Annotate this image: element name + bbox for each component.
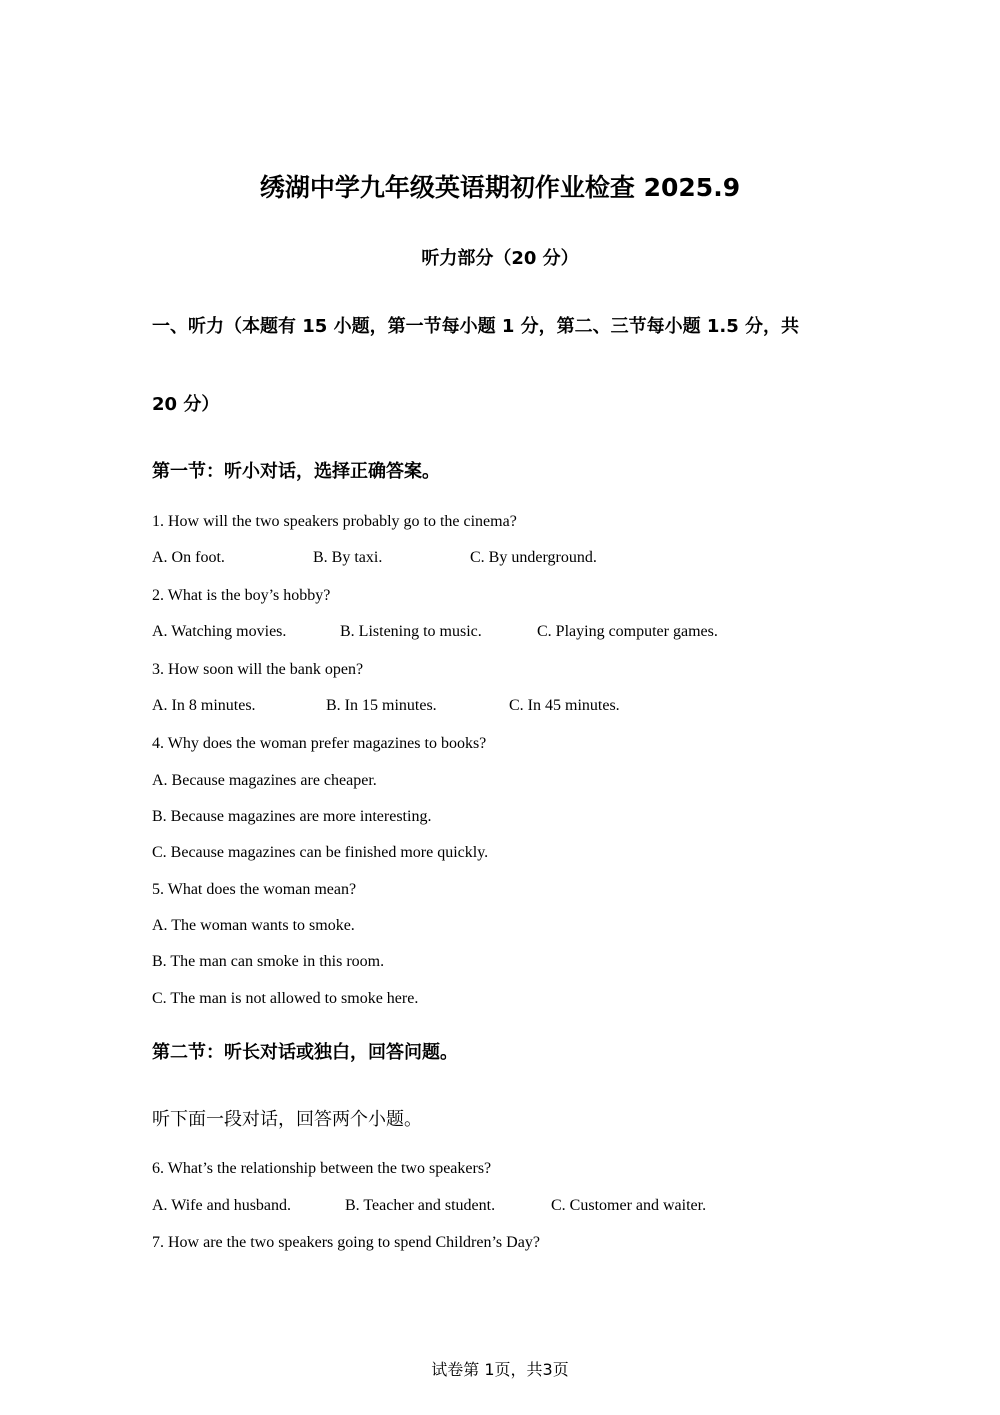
- question-7: 7. How are the two speakers going to spend Children’s Day?: [152, 1234, 540, 1251]
- question-3: 3. How soon will the bank open?: [152, 661, 364, 678]
- q3-option-b: B. In 15 minutes.: [326, 697, 437, 714]
- q1-option-c: C. By underground.: [470, 549, 597, 566]
- question-1: 1. How will the two speakers probably go to the cinema?: [152, 513, 517, 530]
- q6-option-a: A. Wife and husband.: [152, 1197, 292, 1214]
- q4-option-c: C. Because magazines can be finished more quickly.: [152, 844, 489, 861]
- part2-instruction: 听下面一段对话，回答两个小题。: [152, 1109, 422, 1130]
- part1-heading: 第一节：听小对话，选择正确答案。: [152, 461, 440, 482]
- part2-heading: 第二节：听长对话或独白，回答问题。: [152, 1042, 458, 1063]
- q3-option-c: C. In 45 minutes.: [509, 697, 620, 714]
- q4-option-b: B. Because magazines are more interesting.: [152, 808, 432, 825]
- q5-option-a: A. The woman wants to smoke.: [152, 917, 355, 934]
- page-footer: 试卷第 1页，共3页: [431, 1360, 569, 1379]
- q4-option-a: A. Because magazines are cheaper.: [152, 772, 377, 789]
- section-header-line2: 20 分）: [152, 394, 220, 415]
- q6-option-b: B. Teacher and student.: [345, 1197, 496, 1214]
- section-subtitle: 听力部分（20 分）: [421, 248, 579, 269]
- q6-option-c: C. Customer and waiter.: [551, 1197, 707, 1214]
- q5-option-c: C. The man is not allowed to smoke here.: [152, 990, 419, 1007]
- section-header-line1: 一、听力（本题有 15 小题，第一节每小题 1 分，第二、三节每小题 1.5 分，共: [152, 316, 800, 337]
- question-4: 4. Why does the woman prefer magazines to books?: [152, 735, 487, 752]
- question-2: 2. What is the boy’s hobby?: [152, 587, 331, 604]
- question-5: 5. What does the woman mean?: [152, 881, 357, 898]
- q2-option-c: C. Playing computer games.: [537, 623, 718, 640]
- q5-option-b: B. The man can smoke in this room.: [152, 953, 385, 970]
- question-6: 6. What’s the relationship between the two speakers?: [152, 1160, 492, 1177]
- q2-option-a: A. Watching movies.: [152, 623, 287, 640]
- q1-option-a: A. On foot.: [152, 549, 225, 566]
- q3-option-a: A. In 8 minutes.: [152, 697, 256, 714]
- q1-option-b: B. By taxi.: [313, 549, 383, 566]
- q2-option-b: B. Listening to music.: [340, 623, 482, 640]
- page-title: 绣湖中学九年级英语期初作业检查 2025.9: [259, 173, 741, 202]
